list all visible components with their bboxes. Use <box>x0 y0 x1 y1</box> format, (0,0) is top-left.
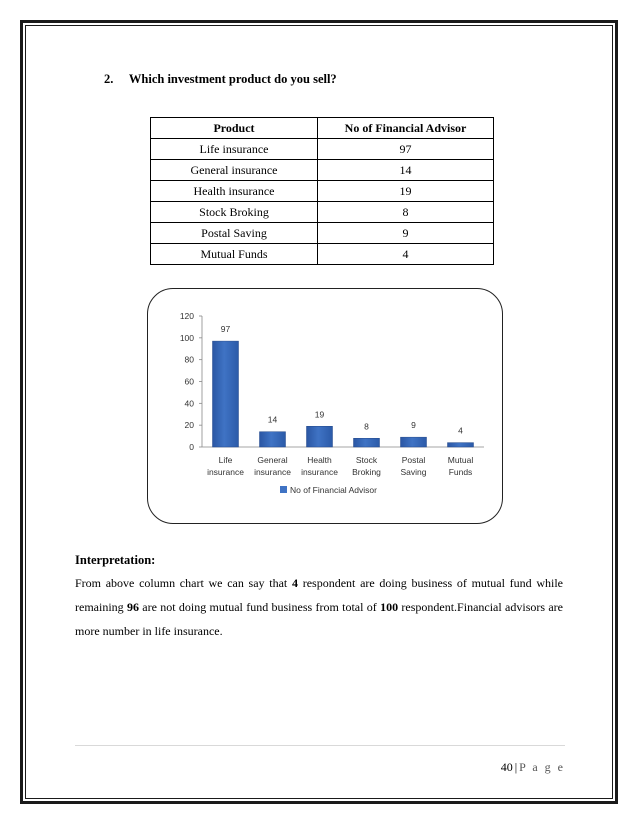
x-tick-label: Health <box>307 455 332 465</box>
table-row <box>151 202 494 223</box>
legend-label: No of Financial Advisor <box>290 485 377 495</box>
table-row <box>151 160 494 181</box>
data-label: 8 <box>364 421 369 432</box>
interp-part: respondent.Financial advisors are more number in life insurance. <box>75 600 563 638</box>
table-row <box>151 139 494 160</box>
x-tick-label: Stock <box>355 455 378 465</box>
y-tick-label: 20 <box>184 420 194 431</box>
page-separator: | <box>514 760 518 774</box>
table-cell: 4 <box>318 244 494 265</box>
table-cell: General insurance <box>151 160 318 181</box>
interp-part: are not doing mutual fund business from total of <box>138 600 381 614</box>
table-cell: Life insurance <box>151 139 318 160</box>
data-label: 97 <box>220 324 231 335</box>
table-cell: 19 <box>318 181 494 202</box>
table-header-product: Product <box>151 118 318 139</box>
question-number: 2. <box>104 72 114 86</box>
table-cell: Mutual Funds <box>151 244 318 265</box>
x-tick-label: Mutual <box>447 455 474 465</box>
x-tick-label: insurance <box>207 467 244 477</box>
y-tick-label: 60 <box>184 376 194 387</box>
table-cell: Stock Broking <box>151 202 318 223</box>
interp-part: From above column chart we can say that <box>75 576 292 590</box>
bar <box>260 432 286 447</box>
y-tick-label: 40 <box>184 398 194 409</box>
table-header-row <box>151 118 494 139</box>
bar-chart <box>148 289 504 525</box>
footer-divider <box>75 745 565 746</box>
x-tick-label: Saving <box>400 467 427 477</box>
x-tick-label: Broking <box>352 467 381 477</box>
page-label: P a g e <box>519 760 565 774</box>
bar <box>213 341 239 447</box>
interpretation-text <box>75 571 563 643</box>
x-tick-label: insurance <box>301 467 338 477</box>
table-cell: 9 <box>318 223 494 244</box>
table-cell: 14 <box>318 160 494 181</box>
y-tick-label: 120 <box>179 311 194 321</box>
table-row <box>151 181 494 202</box>
x-tick-label: General <box>257 455 288 465</box>
table-header-count: No of Financial Advisor <box>318 118 494 139</box>
interp-bold-4: 4 <box>291 576 298 590</box>
data-label: 4 <box>458 425 463 436</box>
table-cell: Health insurance <box>151 181 318 202</box>
x-tick-label: insurance <box>254 467 291 477</box>
page-number-value: 40 <box>500 760 513 774</box>
table-row <box>151 244 494 265</box>
interp-bold-100: 100 <box>380 600 399 614</box>
question-text: Which investment product do you sell? <box>128 72 337 86</box>
bar <box>401 437 427 447</box>
bar <box>448 443 474 447</box>
table-cell: Postal Saving <box>151 223 318 244</box>
table-cell: 97 <box>318 139 494 160</box>
bar <box>307 426 333 447</box>
table-row <box>151 223 494 244</box>
x-tick-label: Postal <box>401 455 426 465</box>
interp-part: respondent are doing business of mutual fund while remaining <box>75 576 563 614</box>
legend-swatch <box>280 486 287 493</box>
bar <box>354 438 380 447</box>
y-tick-label: 80 <box>184 354 194 365</box>
interp-bold-96: 96 <box>126 600 139 614</box>
chart-container <box>147 288 503 524</box>
y-tick-label: 0 <box>189 442 194 452</box>
data-label: 9 <box>411 420 416 431</box>
y-tick-label: 100 <box>179 332 194 343</box>
page-number <box>501 760 565 775</box>
data-label: 19 <box>314 409 325 420</box>
table-cell: 8 <box>318 202 494 223</box>
data-table <box>150 117 494 265</box>
question-heading <box>104 72 337 87</box>
x-tick-label: Life <box>218 455 233 465</box>
data-label: 14 <box>267 414 278 425</box>
x-tick-label: Funds <box>448 467 473 477</box>
interpretation-title: Interpretation: <box>75 553 156 567</box>
